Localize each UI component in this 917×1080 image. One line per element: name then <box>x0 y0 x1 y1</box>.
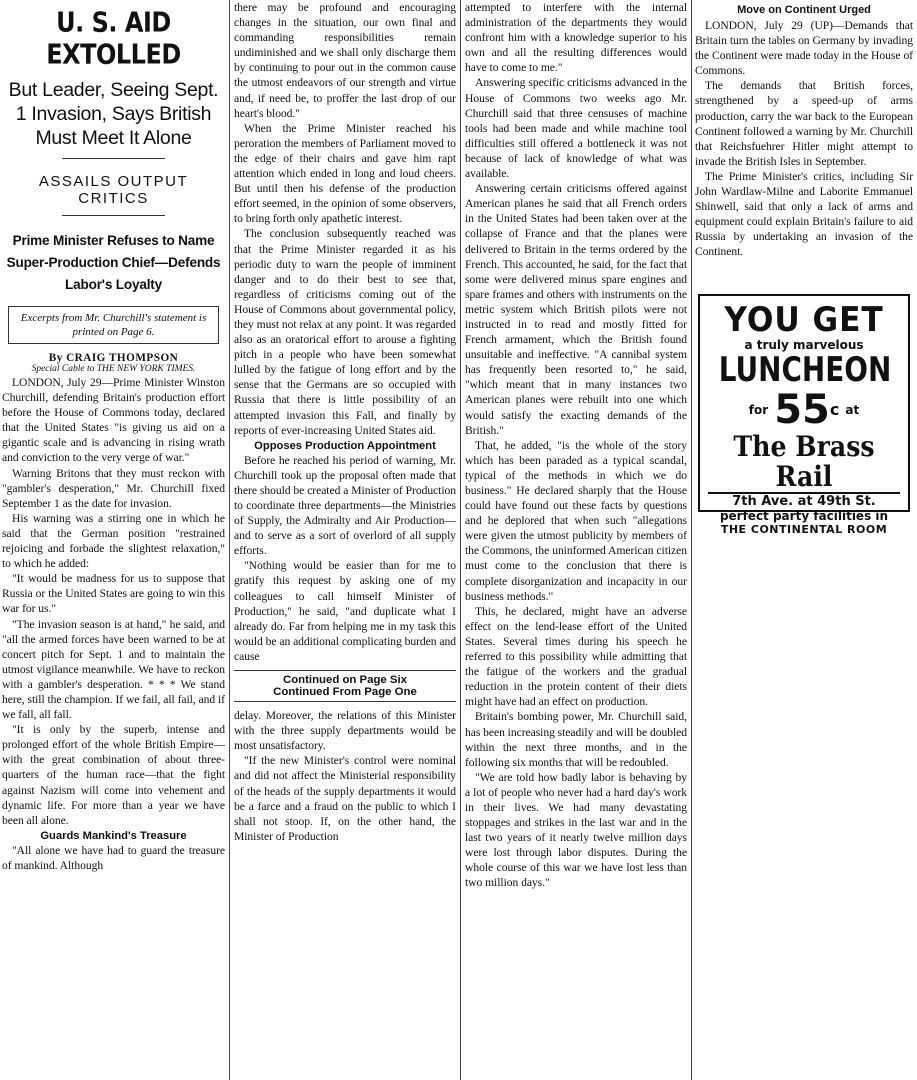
divider <box>62 215 165 216</box>
main-headline: U. S. AID EXTOLLED <box>46 6 181 71</box>
subhead: Opposes Production Appointment <box>254 439 436 452</box>
dateline-credit: Special Cable to THE NEW YORK TIMES. <box>31 364 196 374</box>
ad-luncheon: LUNCHEON <box>718 350 892 390</box>
paragraph: Answering specific criticisms advanced in the House of Commons two weeks ago Mr. Churchill said that three censuses of machine tools had been made and while machine tool difficulties still offered a bottleneck it was not because of lack of knowledge of what was available. <box>465 76 687 181</box>
byline: By CRAIG THOMPSON <box>48 352 179 364</box>
paragraph: This, he declared, might have an adverse effect on the lend-lease effort of the United States. Several times during his speech he referred to this possibility while admitting that the fatigue of the workers and the gradual reduction in the protein content of their diets might have had an effect on production. <box>465 604 687 709</box>
article-column-2 <box>234 0 456 844</box>
paragraph: "The invasion season is at hand," he said, and "all the armed forces have been warned to be at concert pitch for Sept. 1 and to maintain the utmost vigilance meanwhile. We have to reckon with a gambler's desperation. * * * We stand here, still the champion. If we fail, all fail, and if we fall, all fall. <box>2 617 225 722</box>
ad-tagline: a truly marvelous <box>744 338 864 352</box>
ad-restaurant-name: The Brass Rail <box>733 430 875 493</box>
paragraph: "It is only by the superb, intense and prolonged effort of the whole British Empire—with the great combination of about three-quarters of the human race—that the fight against Nazism will come into vehement and dynamic life. For more than a year we have been all alone. <box>2 723 225 827</box>
paragraph: LONDON, July 29 (UP)—Demands that Britain turn the tables on Germany by invading the Continent were made today in the House of Commons. <box>695 19 913 78</box>
paragraph: The Prime Minister's critics, including Sir John Wardlaw-Milne and Laborite Emmanuel Shinwell, said that only a lack of arms and equipment could explain Britain's failure to aid Russia by undertaking an invasion of the Continent. <box>695 169 913 259</box>
ad-facilities: perfect party facilities in <box>719 509 889 523</box>
paragraph: When the Prime Minister reached his peroration the members of Parliament moved to the edge of their chairs and gave him rapt attention which ended in long and loud cheers. But until then his defense of the production effort seemed, in the opinion of some observers, to bring forth only apathetic interest. <box>234 121 456 226</box>
article-column-4 <box>695 0 913 260</box>
continued-on-label: Continued on Page Six <box>282 674 408 687</box>
paragraph: "It would be madness for us to suppose that Russia or the United States are going to win this war for us." <box>2 572 225 616</box>
ad-price-row <box>700 388 908 432</box>
paragraph: delay. Moreover, the relations of this Minister with the three supply departments would be most unsatisfactory. <box>234 709 456 753</box>
paragraph: there may be profound and encouraging changes in the situation, our own final and commanding responsibilities remain undiminished and we shall only discharge them by continuing to pour out in the common cause the utmost endeavors of our strength and virtue and, if need be, to proffer the last drop of our heart's blood." <box>234 1 456 120</box>
ad-for: for <box>748 403 769 417</box>
ad-cents: c <box>829 400 840 419</box>
paragraph: Before he reached his period of warning, Mr. Churchill took up the proposal often made that there should be created a Minister of Production to coordinate three departments—the Ministries of Supply, the Admiralty and Air Production—and to serve as a sort of overlord of all supply efforts. <box>234 453 456 558</box>
headline-deck-2: ASSAILS OUTPUT CRITICS <box>38 173 189 207</box>
ad-room: THE CONTINENTAL ROOM <box>720 523 888 536</box>
excerpt-note: Excerpts from Mr. Churchill's statement is printed on Page 6. <box>8 306 219 344</box>
headline-deck-3: Prime Minister Refuses to Name Super-Production Chief—Defends Labor's Loyalty <box>6 233 221 292</box>
paragraph: LONDON, July 29—Prime Minister Winston Churchill, defending Britain's production effort before the House of Commons today, declared that the United States "is giving us aid on a gigantic scale and is advancing in rising wrath and conviction to the very verge of war." <box>2 376 225 465</box>
paragraph: Britain's bombing power, Mr. Churchill said, has been increasing steadily and will be doubled within the next three months, and in the following six months that will be redoubled. <box>465 710 688 769</box>
luncheon-advertisement <box>698 294 910 536</box>
ad-headline: YOU GET <box>724 300 884 340</box>
article-column-1 <box>2 0 225 873</box>
headline-deck-1: But Leader, Seeing Sept. 1 Invasion, Says British Must Meet It Alone <box>8 79 219 149</box>
continued-from-label: Continued From Page One <box>273 686 417 699</box>
ad-address: 7th Ave. at 49th St. <box>732 494 876 509</box>
paragraph: "We are told how badly labor is behaving by a lot of people who never had a hard day's work in their lives. We had many devastating stoppages and strikes in the last war and in the last two years of it nearly twelve million days were lost through labor disputes. During the whole course of this war we have lost less than two million days." <box>465 770 687 890</box>
ad-price-value: 55 <box>774 387 830 433</box>
ad-at: at <box>845 403 860 417</box>
column-rule-2 <box>460 0 461 1080</box>
column-rule-1 <box>229 0 230 1080</box>
paragraph: "All alone we have had to guard the treasure of mankind. Although <box>2 843 225 872</box>
column-rule-3 <box>691 0 692 1080</box>
ad-price <box>774 388 839 432</box>
paragraph: "If the new Minister's control were nominal and did not affect the Ministerial responsibility of the heads of the supply departments it would be a farce and a fraud on the public to which I shall not stoop. If, on the other hand, the Minister of Production <box>234 754 456 843</box>
divider <box>62 158 165 159</box>
paragraph: That, he added, "is the whole of the story which has been paraded as a typical scandal, typical of the methods in which we do business." He declared sharply that the House could have found out these facts by questions and he deplored that when such "allegations were given the utmost publicity by members of the Commons, the uninformed American citizen must come to the conclusion that there is complete disorganization and incapacity in our business methods." <box>465 438 687 603</box>
paragraph: His warning was a stirring one in which he said that the German position "restrained rejoicing and forbade the slightest relaxation," to which he added: <box>2 511 225 571</box>
paragraph: attempted to interfere with the internal administration of the departments they would confront him with a knowledge superior to his own and all the resulting differences would have to come to me." <box>465 1 687 75</box>
paragraph: "Nothing would be easier than for me to gratify this request by asking one of my colleagues to call himself Minister of Production," he said, "and duplicate what I already do. Far from helping me in my task this would be an additional complicating burden and cause <box>234 559 456 663</box>
subhead: Guards Mankind's Treasure <box>40 829 187 842</box>
jump-line <box>234 670 456 702</box>
paragraph: Answering certain criticisms offered against American planes he said that all French orders in the United States had been taken over at the collapse of France and that the planes were delivered to Britain in the terms ordered by the French. This accounted, he said, for the fact that some were delivered minus spare engines and spare frames and others with instruments on the metric system which British pilots were not instructed in to read and mostly fitted for French armament, which the British found unsuitable and ineffective. "A cannibal system has frequently been resorted to," he said, "which meant that in many instances two American planes were rebuilt into one which would satisfy the exacting demands of the British." <box>465 182 687 437</box>
paragraph: The demands that British forces, strengthened by a speed-up of arms production, carry the war back to the European Continent followed a warning by Mr. Churchill that Reichsfuehrer Hitler might attempt to invade the British Isles in September. <box>695 79 913 168</box>
sidebar-headline: Move on Continent Urged <box>737 4 871 16</box>
article-column-3 <box>465 0 687 891</box>
paragraph: Warning Britons that they must reckon with "gambler's desperation," Mr. Churchill fixed September 1 as the date for invasion. <box>2 466 225 510</box>
paragraph: The conclusion subsequently reached was that the Prime Minister regarded it as his periodic duty to warn the people of imminent danger and to do their best to see that, regardless of criticisms coming out of the House of Commons about governmental policy, they must not relax at any point. It was regarded also as an oratorical effort to arouse a fighting pitch in a people who have been somewhat lulled by the fatigue of long effort and by the sense that the Germans are so occupied with Russia that there is little possibility of an attempted invasion this Fall, and finally by reports of ever-increasing United States aid. <box>234 227 456 437</box>
